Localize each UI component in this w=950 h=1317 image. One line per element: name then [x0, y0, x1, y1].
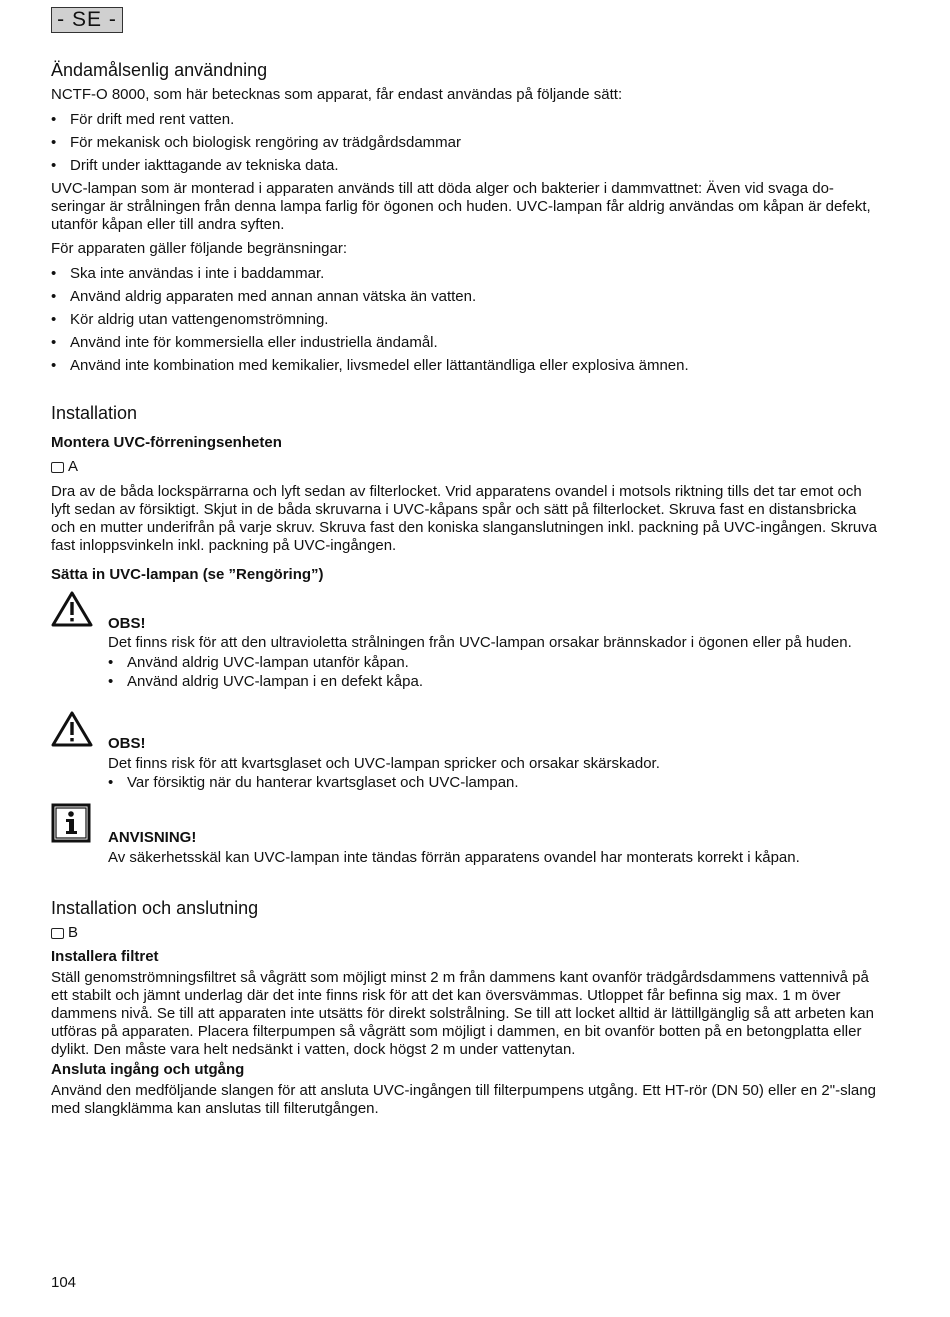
page-number: 104	[51, 1274, 77, 1291]
mount-paragraph: Dra av de båda lockspärrarna och lyft sedan av filterlocket. Vrid apparatens ovandel i motsols riktning tills det tar emot och lyft sedan av försiktigt. Skjut in de båda skruvarna i UVC-kåpans spår och sätt på filterlocket. Skruva fast en distansbricka och en mutter underifrån på varje skruv. Skruva fast den koniska slanganslutningen inkl. packning på UVC-ingången. Skruva fast inloppsvinkeln inkl. packning på UVC-ingången.	[51, 483, 878, 554]
subheading-install-filter: Installera filtret	[51, 948, 159, 965]
info-notice	[51, 803, 881, 873]
figure-label: B	[68, 924, 79, 941]
uvc-paragraph: UVC-lampan som är monterad i apparaten används till att döda alger och bakterier i dammvattnet: Även vid svaga doseringar är strålningen från denna lampa farlig för ögonen och huden. UVC-lampan får aldrig användas om kåpan är defekt, utanför kåpan eller till andra syften.	[51, 180, 871, 233]
notice-text: Av säkerhetsskäl kan UVC-lampan inte tändas förrän apparatens ovandel har monterats korrekt i kåpan.	[108, 849, 800, 866]
list-item: • Var försiktig när du hanterar kvartsglaset och UVC-lampan.	[108, 773, 878, 792]
filter-paragraph: Ställ genomströmningsfiltret så vågrätt som möjligt minst 2 m från dammens kant ovanför trädgårdsdammens vattennivå på ett stabilt och jämnt underlag där det inte finns risk för att det kan översvämmas. Utloppet får befinna sig max. 1 m över dammens nivå. Se till att apparaten inte utsätts för direkt solstrålning. Se till att locket alltid är lättillgänglig så att arbeten kan utföras på apparaten. Placera filterpumpen så vågrätt som möjligt i dammen, en bit ovanför botten på en betongplatta eller dylikt. Den måste vara helt nedsänkt i vatten, dock högst 2 m under vattenytan.	[51, 969, 874, 1058]
list-item: • För drift med rent vatten.	[51, 111, 881, 134]
ports-paragraph: Använd den medföljande slangen för att ansluta UVC-ingången till filterpumpens utgång. Ett HT-rör (DN 50) eller en 2"-slang med slangklämma kan anslutas till filterutgången.	[51, 1082, 876, 1117]
warning-triangle-icon	[51, 591, 93, 627]
section-heading-usage: Ändamålsenlig användning	[51, 60, 268, 80]
notice-text: Det finns risk för att den ultravioletta strålningen från UVC-lampan orsakar brännskador i ögonen eller på huden.	[108, 634, 852, 651]
list-item: • Använd aldrig apparaten med annan annan vätska än vatten.	[51, 288, 881, 311]
list-item: • Drift under iakttagande av tekniska data.	[51, 157, 881, 180]
restrictions-list	[51, 265, 881, 380]
notice-text: Det finns risk för att kvartsglaset och UVC-lampan spricker och orsakar skärskador.	[108, 755, 660, 772]
language-tag: - SE -	[51, 7, 123, 33]
notice-label: OBS!	[108, 735, 146, 752]
figure-reference-a	[51, 457, 78, 477]
list-item: • Använd aldrig UVC-lampan utanför kåpan.	[108, 653, 878, 672]
section-heading-installation: Installation	[51, 403, 138, 423]
list-item: • Ska inte användas i inte i baddammar.	[51, 265, 881, 288]
list-item: • Använd aldrig UVC-lampan i en defekt kåpa.	[108, 672, 878, 691]
warning-notice	[51, 591, 881, 711]
figure-icon	[51, 928, 64, 939]
warning-notice	[51, 711, 881, 791]
list-item: • Använd inte kombination med kemikalier, livsmedel eller lättantändliga eller explosiva ämnen.	[51, 357, 881, 380]
restrictions-intro: För apparaten gäller följande begränsningar:	[51, 240, 348, 257]
list-item: • För mekanisk och biologisk rengöring av trädgårdsdammar	[51, 134, 881, 157]
figure-label: A	[68, 458, 79, 475]
info-icon	[51, 803, 91, 843]
usage-bullet-list	[51, 111, 881, 180]
section-heading-connection: Installation och anslutning	[51, 898, 259, 918]
list-item: • Kör aldrig utan vattengenomströmning.	[51, 311, 881, 334]
figure-reference-b	[51, 923, 78, 943]
notice-label: ANVISNING!	[108, 829, 197, 846]
figure-icon	[51, 462, 64, 473]
notice-label: OBS!	[108, 615, 146, 632]
subheading-mount: Montera UVC-förreningsenheten	[51, 434, 282, 451]
subheading-ports: Ansluta ingång och utgång	[51, 1061, 245, 1078]
subheading-insert-lamp: Sätta in UVC-lampan (se ”Rengöring”)	[51, 566, 324, 583]
warning-triangle-icon	[51, 711, 93, 747]
usage-intro: NCTF-O 8000, som här betecknas som apparat, får endast användas på följande sätt:	[51, 86, 623, 103]
list-item: • Använd inte för kommersiella eller industriella ändamål.	[51, 334, 881, 357]
